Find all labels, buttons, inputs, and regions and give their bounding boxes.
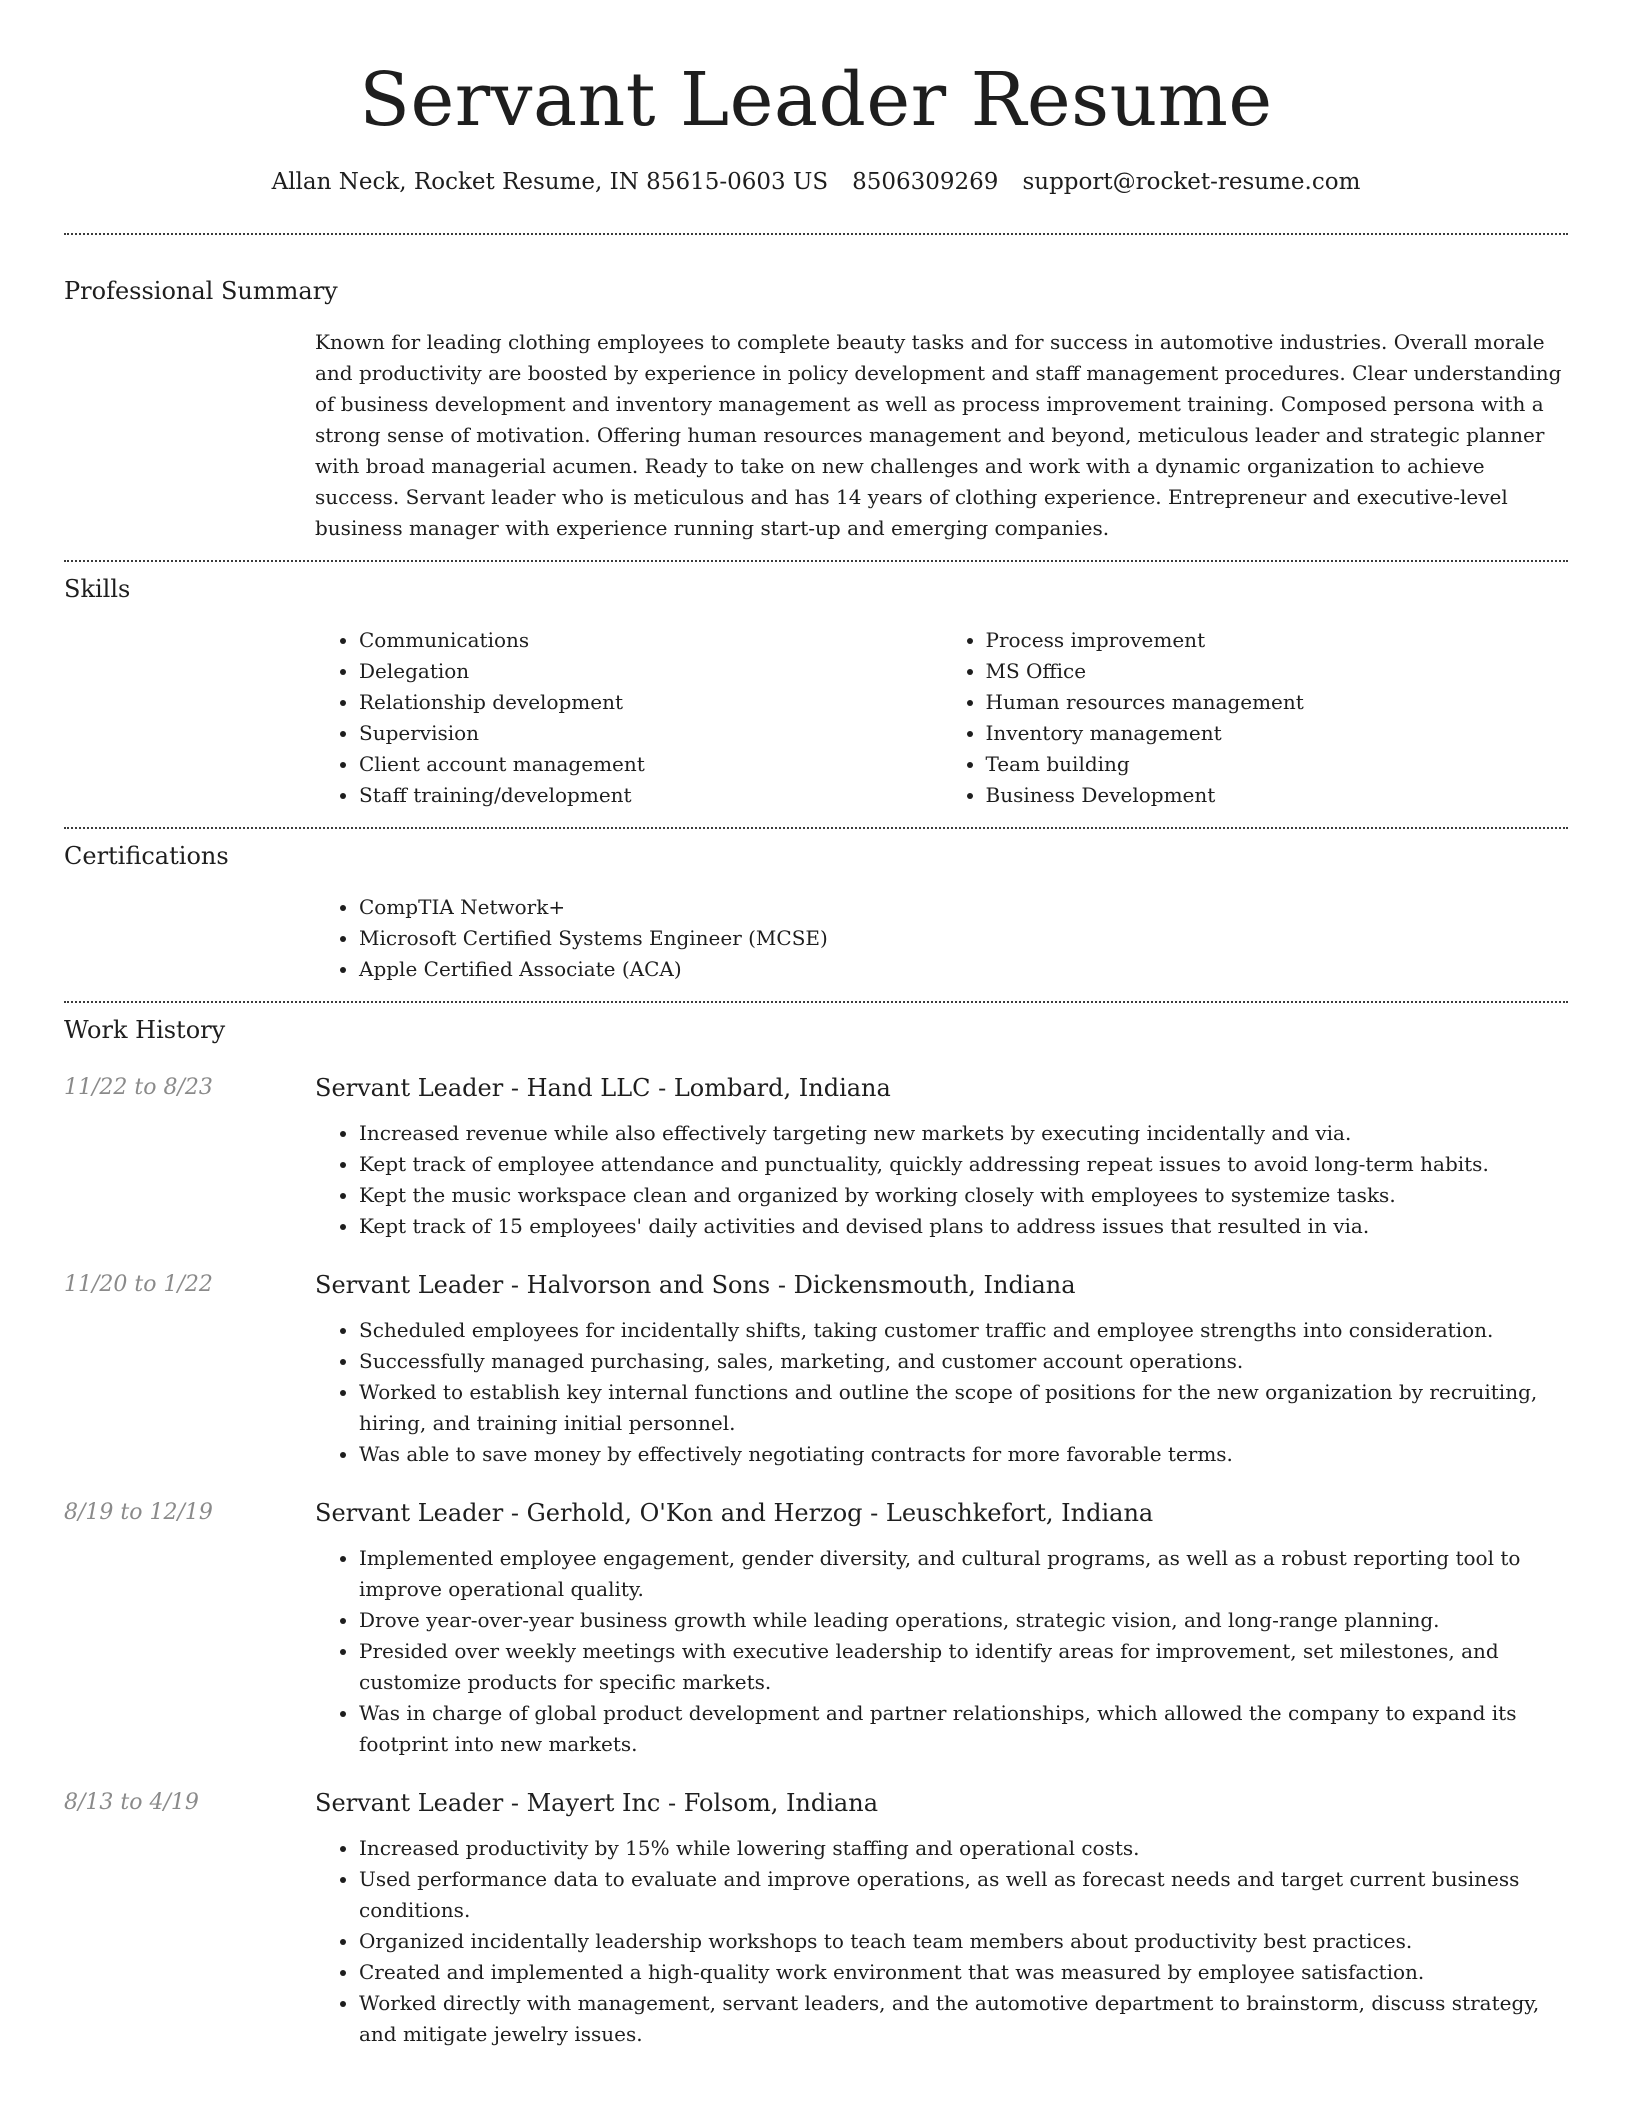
job-entry xyxy=(64,1073,1568,1242)
skill-item: • Relationship development xyxy=(359,687,942,718)
job-entry xyxy=(64,1270,1568,1470)
skills-section xyxy=(64,574,1568,811)
job-title: Servant Leader - Halvorson and Sons - Dickensmouth, Indiana xyxy=(315,1271,1076,1299)
job-bullet: • Kept track of employee attendance and punctuality, quickly addressing repeat issues to avoid long-term habits. xyxy=(359,1149,1568,1180)
skill-item: • Inventory management xyxy=(986,718,1569,749)
divider xyxy=(64,233,1568,235)
skill-item: • MS Office xyxy=(986,656,1569,687)
job-entry xyxy=(64,1498,1568,1760)
certification-item: • CompTIA Network+ xyxy=(359,892,1568,923)
job-title: Servant Leader - Mayert Inc - Folsom, Indiana xyxy=(315,1789,879,1817)
section-heading-work-history: Work History xyxy=(64,1016,226,1044)
section-heading-certifications: Certifications xyxy=(64,842,229,870)
resume-page xyxy=(64,0,1568,2078)
summary-text: Known for leading clothing employees to complete beauty tasks and for success in automotive industries. Overall morale and productivity are boosted by experience in policy development and staff management procedures. Clear understanding of business development and inventory management as well as process improvement training. Composed persona with a strong sense of motivation. Offering human resources management and beyond, meticulous leader and strategic planner with broad managerial acumen. Ready to take on new challenges and work with a dynamic organization to achieve success. Servant leader who is meticulous and has 14 years of clothing experience. Entrepreneur and executive-level business manager with experience running start-up and emerging companies. xyxy=(315,330,1562,540)
job-bullet: • Increased productivity by 15% while lowering staffing and operational costs. xyxy=(359,1833,1568,1864)
job-bullet: • Implemented employee engagement, gender diversity, and cultural programs, as well as a robust reporting tool to improve operational quality. xyxy=(359,1543,1568,1605)
contact-address: Allan Neck, Rocket Resume, IN 85615-0603 US xyxy=(271,169,829,195)
job-bullet: • Created and implemented a high-quality work environment that was measured by employee satisfaction. xyxy=(359,1957,1568,1988)
job-dates: 11/20 to 1/22 xyxy=(64,1272,213,1297)
job-entry xyxy=(64,1788,1568,2050)
section-heading-skills: Skills xyxy=(64,575,131,603)
certifications-section xyxy=(64,841,1568,985)
job-bullet: • Worked directly with management, servant leaders, and the automotive department to brainstorm, discuss strategy, and mitigate jewelry issues. xyxy=(359,1988,1568,2050)
job-dates: 11/22 to 8/23 xyxy=(64,1075,213,1100)
skill-item: • Client account management xyxy=(359,749,942,780)
job-bullet: • Worked to establish key internal functions and outline the scope of positions for the new organization by recruiting, hiring, and training initial personnel. xyxy=(359,1377,1568,1439)
job-bullet: • Presided over weekly meetings with executive leadership to identify areas for improvement, set milestones, and customize products for specific markets. xyxy=(359,1636,1568,1698)
job-bullet: • Successfully managed purchasing, sales, marketing, and customer account operations. xyxy=(359,1346,1568,1377)
divider xyxy=(64,560,1568,562)
skill-item: • Supervision xyxy=(359,718,942,749)
skills-list-left xyxy=(315,625,942,811)
summary-section xyxy=(64,276,1568,544)
job-list xyxy=(64,1073,1568,2050)
job-dates: 8/19 to 12/19 xyxy=(64,1500,213,1525)
contact-phone: 8506309269 xyxy=(852,169,999,195)
job-title: Servant Leader - Gerhold, O'Kon and Herzog - Leuschkefort, Indiana xyxy=(315,1499,1154,1527)
job-title: Servant Leader - Hand LLC - Lombard, Indiana xyxy=(315,1074,891,1102)
skills-list-right xyxy=(942,625,1569,811)
skill-item: • Human resources management xyxy=(986,687,1569,718)
job-bullet: • Drove year-over-year business growth while leading operations, strategic vision, and long-range planning. xyxy=(359,1605,1568,1636)
job-dates: 8/13 to 4/19 xyxy=(64,1790,199,1815)
certification-item: • Apple Certified Associate (ACA) xyxy=(359,954,1568,985)
job-bullet: • Kept the music workspace clean and organized by working closely with employees to systemize tasks. xyxy=(359,1180,1568,1211)
divider xyxy=(64,1001,1568,1003)
skill-item: • Team building xyxy=(986,749,1569,780)
job-bullets xyxy=(315,1118,1568,1242)
contact-email: support@rocket-resume.com xyxy=(1022,169,1361,195)
skill-item: • Process improvement xyxy=(986,625,1569,656)
contact-line xyxy=(64,166,1568,198)
skill-item: • Communications xyxy=(359,625,942,656)
certifications-list xyxy=(315,892,1568,985)
job-bullets xyxy=(315,1833,1568,2050)
job-bullet: • Was able to save money by effectively negotiating contracts for more favorable terms. xyxy=(359,1439,1568,1470)
job-bullet: • Kept track of 15 employees' daily activities and devised plans to address issues that resulted in via. xyxy=(359,1211,1568,1242)
job-bullet: • Increased revenue while also effectively targeting new markets by executing incidentally and via. xyxy=(359,1118,1568,1149)
job-bullet: • Scheduled employees for incidentally shifts, taking customer traffic and employee strengths into consideration. xyxy=(359,1315,1568,1346)
skill-item: • Business Development xyxy=(986,780,1569,811)
resume-title: Servant Leader Resume xyxy=(359,57,1273,143)
skill-item: • Delegation xyxy=(359,656,942,687)
job-bullet: • Used performance data to evaluate and improve operations, as well as forecast needs and target current business conditions. xyxy=(359,1864,1568,1926)
job-bullet: • Was in charge of global product development and partner relationships, which allowed the company to expand its footprint into new markets. xyxy=(359,1698,1568,1760)
skill-item: • Staff training/development xyxy=(359,780,942,811)
job-bullet: • Organized incidentally leadership workshops to teach team members about productivity best practices. xyxy=(359,1926,1568,1957)
section-heading-summary: Professional Summary xyxy=(64,277,338,305)
certification-item: • Microsoft Certified Systems Engineer (MCSE) xyxy=(359,923,1568,954)
job-bullets xyxy=(315,1315,1568,1470)
work-history-section xyxy=(64,1015,1568,2050)
divider xyxy=(64,827,1568,829)
job-bullets xyxy=(315,1543,1568,1760)
